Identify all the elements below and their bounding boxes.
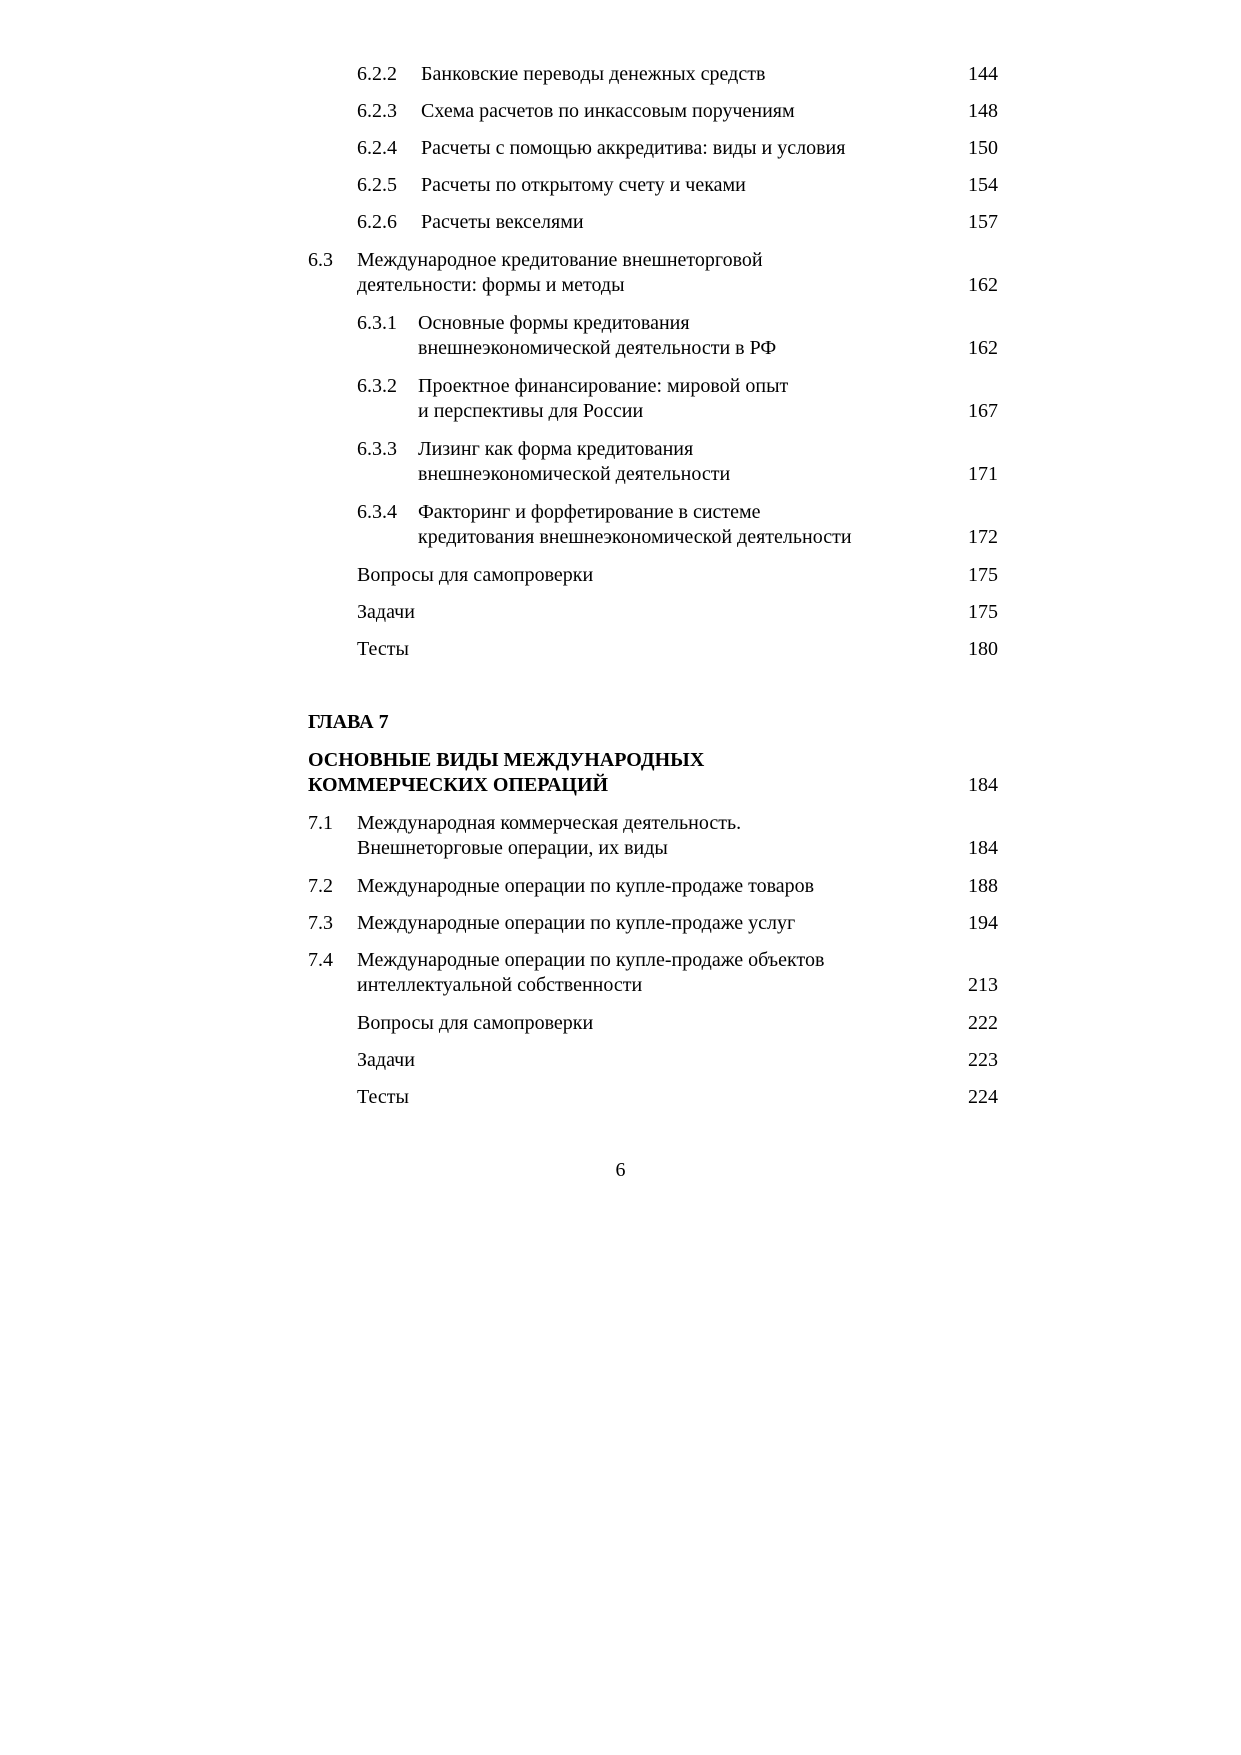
entry-title: Схема расчетов по инкассовым поручениям <box>421 100 795 122</box>
entry-title-line2: деятельности: формы и методы <box>357 274 625 296</box>
entry-number: 7.3 <box>308 912 333 934</box>
entry-number: 6.2.2 <box>357 63 397 85</box>
entry-page: 171 <box>968 463 998 485</box>
entry-title: Расчеты по открытому счету и чеками <box>421 174 746 196</box>
entry-title: Факторинг и форфетирование в системе <box>418 501 761 523</box>
entry-number: 6.2.3 <box>357 100 397 122</box>
entry-title: Основные формы кредитования <box>418 312 690 334</box>
entry-title: Международные операции по купле-продаже объектов <box>357 949 825 971</box>
entry-title: Задачи <box>357 601 415 623</box>
entry-number: 7.4 <box>308 949 333 971</box>
entry-number: 7.1 <box>308 812 333 834</box>
entry-page: 188 <box>968 875 998 897</box>
entry-page: 162 <box>968 337 998 359</box>
entry-number: 6.3.3 <box>357 438 397 460</box>
entry-title: Международное кредитование внешнеторговой <box>357 249 763 271</box>
entry-title: Международные операции по купле-продаже услуг <box>357 912 796 934</box>
entry-number: 6.3.1 <box>357 312 397 334</box>
entry-page: 172 <box>968 526 998 548</box>
entry-title-line2: Внешнеторговые операции, их виды <box>357 837 668 859</box>
entry-page: 175 <box>968 601 998 623</box>
entry-title: Лизинг как форма кредитования <box>418 438 694 460</box>
entry-page: 213 <box>968 974 998 996</box>
entry-page: 154 <box>968 174 998 196</box>
entry-page: 222 <box>968 1012 998 1034</box>
chapter-label: ГЛАВА 7 <box>308 711 389 733</box>
entry-title-line2: интеллектуальной собственности <box>357 974 643 996</box>
entry-page: 150 <box>968 137 998 159</box>
entry-page: 194 <box>968 912 998 934</box>
entry-number: 6.3.4 <box>357 501 397 523</box>
entry-title: Вопросы для самопроверки <box>357 1012 594 1034</box>
entry-page: 162 <box>968 274 998 296</box>
entry-title: Проектное финансирование: мировой опыт <box>418 375 789 397</box>
entry-number: 6.2.6 <box>357 211 397 233</box>
entry-title: Тесты <box>357 1086 409 1108</box>
entry-title: Расчеты векселями <box>421 211 584 233</box>
entry-page: 144 <box>968 63 998 85</box>
entry-title: Международная коммерческая деятельность. <box>357 812 742 834</box>
entry-page: 223 <box>968 1049 998 1071</box>
entry-title: Банковские переводы денежных средств <box>421 63 766 85</box>
entry-page: 175 <box>968 564 998 586</box>
entry-number: 7.2 <box>308 875 333 897</box>
entry-number: 6.3 <box>308 249 333 271</box>
entry-title-line2: кредитования внешнеэкономической деятельности <box>418 526 852 548</box>
page-number: 6 <box>615 1159 626 1181</box>
entry-title: Расчеты с помощью аккредитива: виды и условия <box>421 137 846 159</box>
chapter-title: ОСНОВНЫЕ ВИДЫ МЕЖДУНАРОДНЫХ <box>308 749 705 771</box>
entry-page: 180 <box>968 638 998 660</box>
entry-title: Международные операции по купле-продаже товаров <box>357 875 815 897</box>
entry-page: 167 <box>968 400 998 422</box>
entry-page: 224 <box>968 1086 998 1108</box>
entry-title: Задачи <box>357 1049 415 1071</box>
entry-title-line2: и перспективы для России <box>418 400 644 422</box>
entry-page: 184 <box>968 837 998 859</box>
chapter-page: 184 <box>968 774 998 796</box>
entry-title: Тесты <box>357 638 409 660</box>
entry-page: 148 <box>968 100 998 122</box>
entry-number: 6.2.5 <box>357 174 397 196</box>
entry-number: 6.2.4 <box>357 137 397 159</box>
entry-page: 157 <box>968 211 998 233</box>
entry-title-line2: внешнеэкономической деятельности <box>418 463 731 485</box>
chapter-title-line2: КОММЕРЧЕСКИХ ОПЕРАЦИЙ <box>308 774 609 796</box>
entry-number: 6.3.2 <box>357 375 397 397</box>
entry-title: Вопросы для самопроверки <box>357 564 594 586</box>
entry-title-line2: внешнеэкономической деятельности в РФ <box>418 337 777 359</box>
